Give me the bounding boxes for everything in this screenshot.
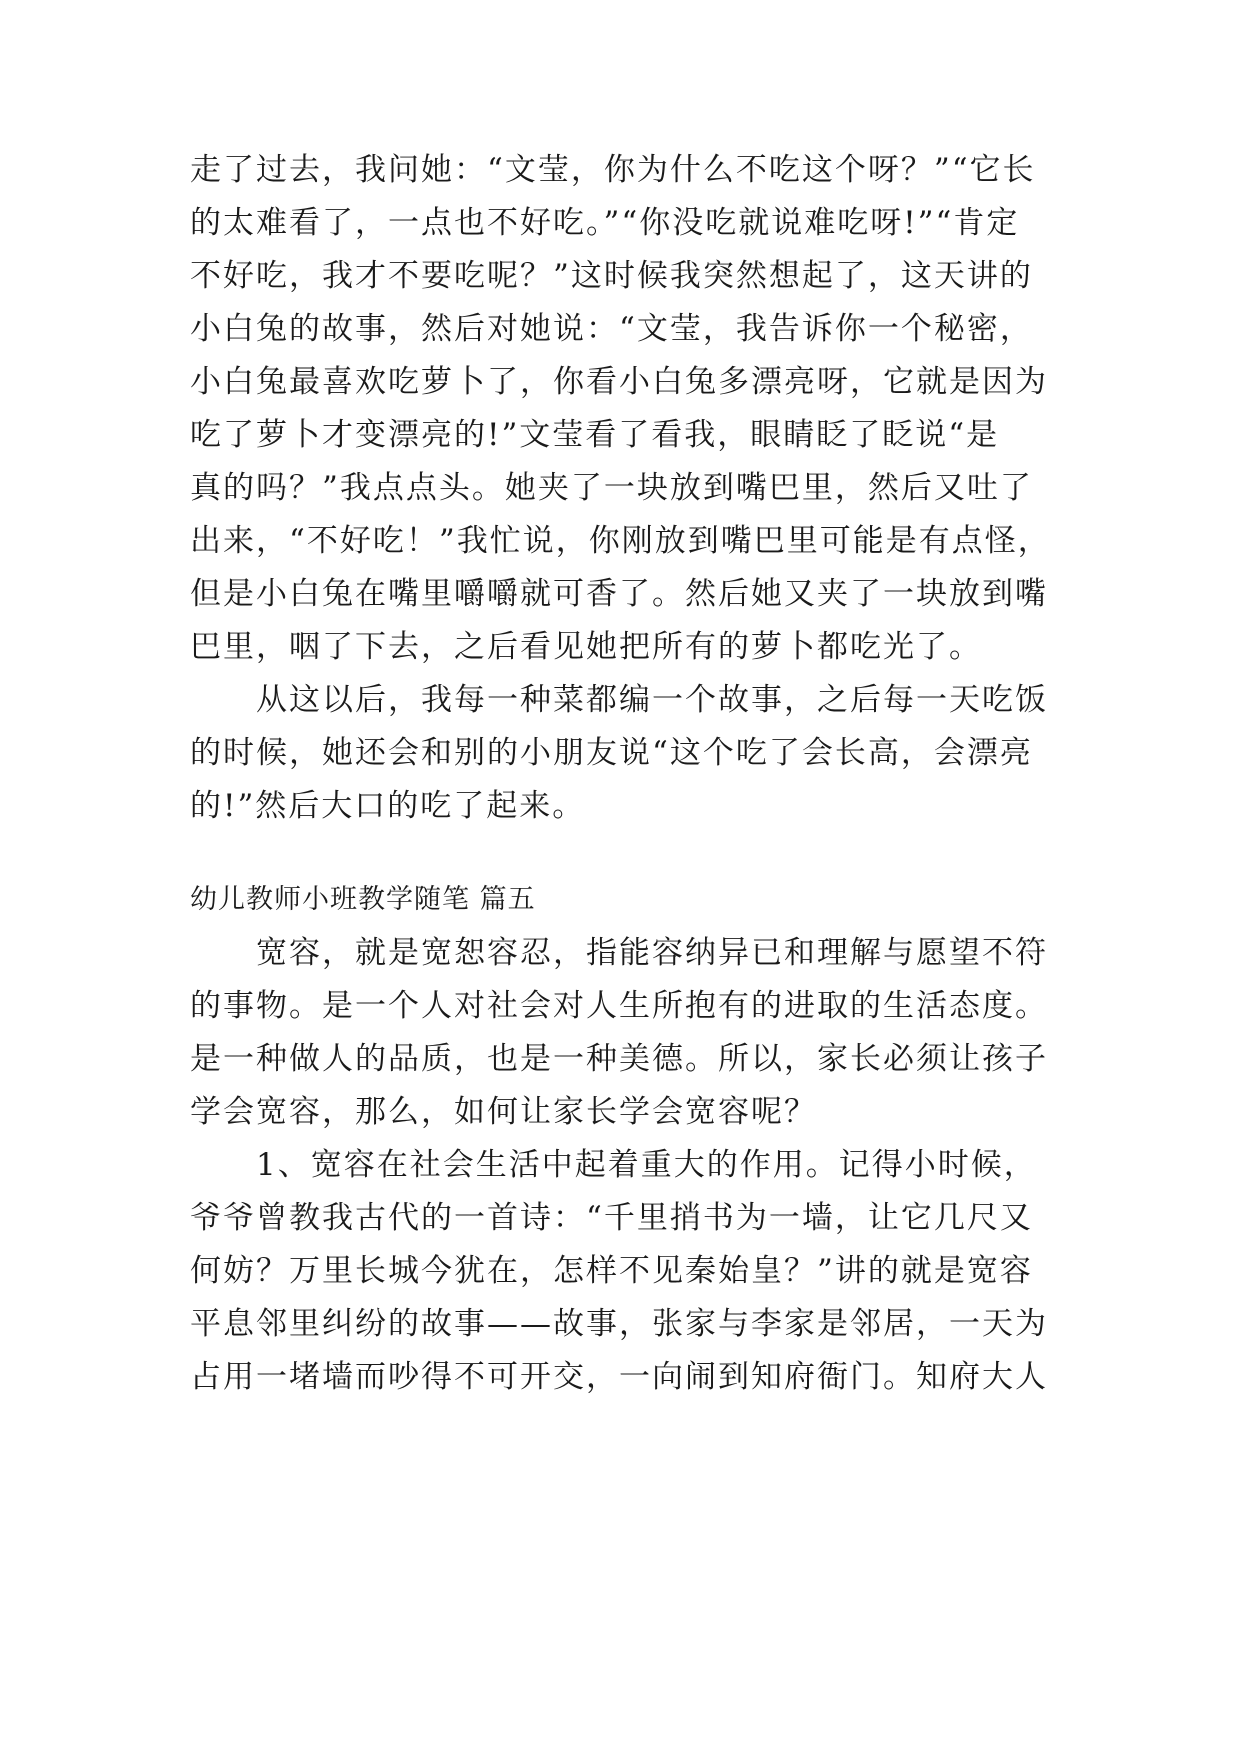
paragraph-line: 学会宽容，那么，如何让家长学会宽容呢？ <box>190 1094 817 1130</box>
paragraph-line: 的时候，她还会和别的小朋友说“这个吃了会长高，会漂亮 <box>190 735 1033 771</box>
paragraph-line: 占用一堵墙而吵得不可开交，一向闹到知府衙门。知府大人 <box>190 1359 1048 1395</box>
paragraph-line: 但是小白兔在嘴里嚼嚼就可香了。然后她又夹了一块放到嘴 <box>190 576 1048 612</box>
paragraph-line: 宽容，就是宽恕容忍，指能容纳异已和理解与愿望不符 <box>256 935 1048 971</box>
paragraph-line: 不好吃，我才不要吃呢？”这时候我突然想起了，这天讲的 <box>190 258 1033 294</box>
paragraph-line: 小白兔最喜欢吃萝卜了，你看小白兔多漂亮呀，它就是因为 <box>190 364 1048 400</box>
paragraph-line: 巴里，咽了下去，之后看见她把所有的萝卜都吃光了。 <box>190 629 982 665</box>
paragraph-line: 何妨？万里长城今犹在，怎样不见秦始皇？”讲的就是宽容 <box>190 1253 1033 1289</box>
paragraph-line: 的太难看了，一点也不好吃。”“你没吃就说难吃呀!”“肯定 <box>190 205 1020 241</box>
paragraph-line: 的!”然后大口的吃了起来。 <box>190 788 586 824</box>
paragraph-line: 吃了萝卜才变漂亮的!”文莹看了看我，眼睛眨了眨说“是 <box>190 417 1000 453</box>
paragraph-line: 从这以后，我每一种菜都编一个故事，之后每一天吃饭 <box>256 682 1048 718</box>
paragraph-line: 是一种做人的品质，也是一种美德。所以，家长必须让孩子 <box>190 1041 1048 1077</box>
paragraph-line: 出来，“不好吃！”我忙说，你刚放到嘴巴里可能是有点怪， <box>190 523 1051 559</box>
paragraph-line: 真的吗？”我点点头。她夹了一块放到嘴巴里，然后又吐了 <box>190 470 1033 506</box>
paragraph-line: 1、宽容在社会生活中起着重大的作用。记得小时候， <box>256 1147 1037 1183</box>
paragraph-line: 小白兔的故事，然后对她说：“文莹，我告诉你一个秘密， <box>190 311 1033 347</box>
section-title: 幼儿教师小班教学随笔 篇五 <box>190 884 536 915</box>
paragraph-line: 的事物。是一个人对社会对人生所抱有的进取的生活态度。 <box>190 988 1048 1024</box>
paragraph-line: 爷爷曾教我古代的一首诗：“千里捎书为一墙，让它几尺又 <box>190 1200 1033 1236</box>
paragraph-line: 平息邻里纠纷的故事——故事，张家与李家是邻居，一天为 <box>190 1306 1048 1342</box>
paragraph-line: 走了过去，我问她：“文莹，你为什么不吃这个呀？”“它长 <box>190 152 1036 188</box>
